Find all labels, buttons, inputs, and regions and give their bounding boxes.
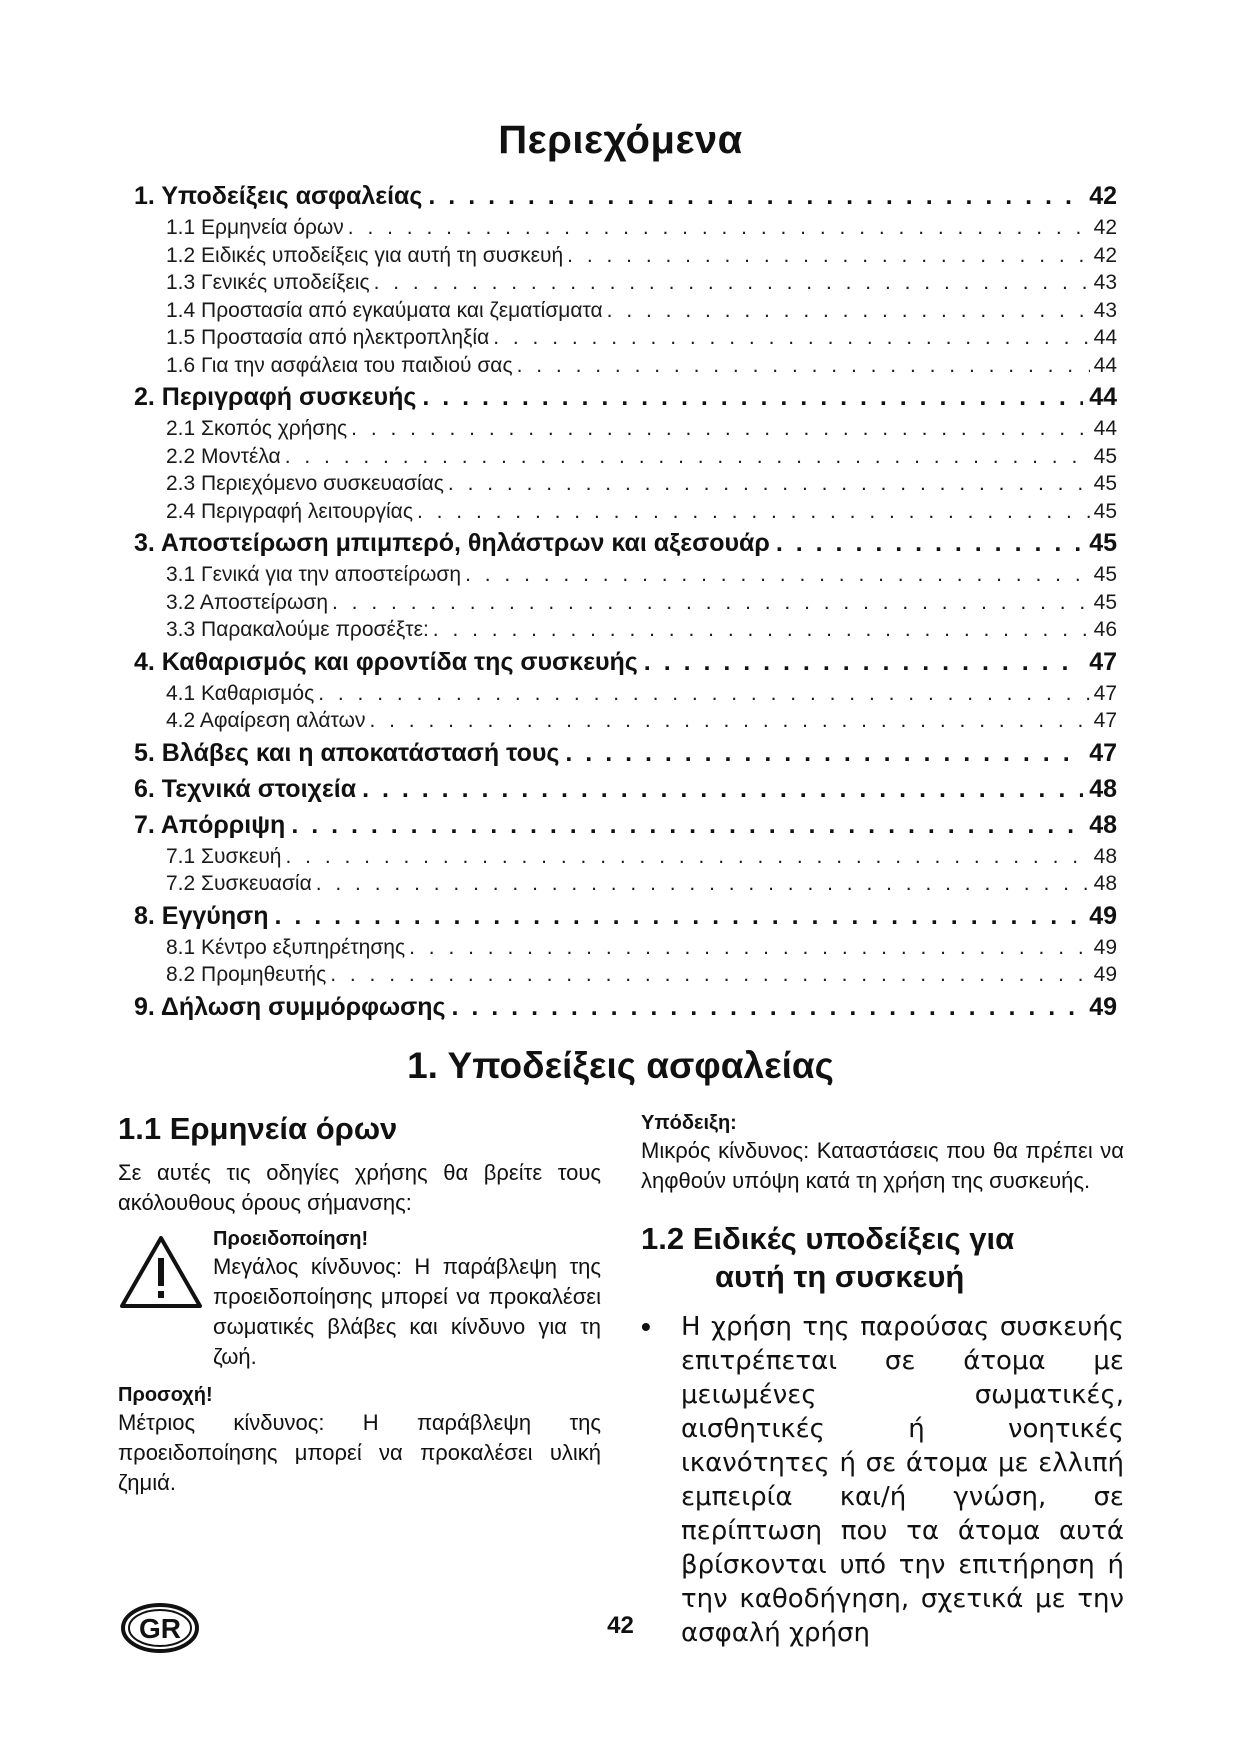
toc-subsection-entry xyxy=(134,961,1117,989)
toc-entry-label: 4.1 Καθαρισμός xyxy=(166,681,315,705)
toc-dot-leader xyxy=(332,589,1090,617)
toc-entry-label: 8.2 Προμηθευτής xyxy=(166,963,327,986)
warning-label: Προειδοποίηση! xyxy=(213,1228,369,1250)
toc-entry-label: 1.5 Προστασία από ηλεκτροπληξία xyxy=(166,326,490,349)
toc-subsection-entry xyxy=(134,870,1117,898)
toc-dot-leader xyxy=(776,525,1083,561)
toc-dot-leader xyxy=(351,415,1089,443)
caution-label: Προσοχή! xyxy=(118,1384,213,1406)
left-column xyxy=(118,1110,601,1498)
toc-entry-label: 1.2 Ειδικές υποδείξεις για αυτή τη συσκευή xyxy=(166,243,564,267)
toc-entry-page: 48 xyxy=(1089,774,1117,803)
toc-dot-leader xyxy=(493,324,1089,352)
warning-triangle-icon xyxy=(118,1234,204,1310)
toc-entry-page: 42 xyxy=(1093,243,1117,267)
toc-entry-page: 47 xyxy=(1093,709,1117,732)
toc-dot-leader xyxy=(318,680,1089,708)
toc-dot-leader xyxy=(422,379,1083,415)
toc-subsection-entry xyxy=(134,470,1117,498)
toc-subsection-entry xyxy=(134,707,1117,735)
subsection-heading-1-2-line1: 1.2 Ειδικές υποδείξεις για xyxy=(641,1221,1015,1256)
section-heading: 1. Υποδείξεις ασφαλείας xyxy=(407,1045,834,1086)
toc-entry-page: 46 xyxy=(1093,618,1117,641)
toc-entry-page: 49 xyxy=(1093,935,1117,959)
toc-entry-label: 1.3 Γενικές υποδείξεις xyxy=(166,271,370,294)
subsection-heading-1-1: 1.1 Ερμηνεία όρων xyxy=(118,1111,398,1146)
toc-entry-page: 47 xyxy=(1089,738,1117,767)
toc-dot-leader xyxy=(417,498,1090,526)
toc-subsection-entry xyxy=(134,561,1117,589)
toc-subsection-entry xyxy=(134,269,1117,297)
toc-entry-page: 44 xyxy=(1093,417,1117,440)
page-number: 42 xyxy=(607,1612,634,1639)
bullet-text: Η χρήση της παρούσας συσκευής επιτρέπεται σε άτομα με μειωμένες σωματικές, αισθητικές ή νοητικές ικανότητες ή σε άτομα με ελλιπή εμπειρία και/ή γνώση, σε περίπτωση που τα άτομα αυτά βρίσκονται υπό την επιτήρηση ή την καθοδήγηση, σχετικά με την ασφαλή χρήση xyxy=(681,1312,1124,1648)
toc-subsection-entry xyxy=(134,443,1117,471)
toc-dot-leader xyxy=(409,934,1090,962)
toc-entry-label: 1.1 Ερμηνεία όρων xyxy=(166,216,344,239)
toc-entry-label: 1. Υποδείξεις ασφαλείας xyxy=(134,182,423,210)
caution-text: Μέτριος κίνδυνος: Η παράβλεψη της προειδοποίησης μπορεί να προκαλέσει υλική ζημιά. xyxy=(118,1410,601,1495)
warning-block xyxy=(118,1226,601,1376)
toc-dot-leader xyxy=(644,644,1083,680)
warning-text-block xyxy=(213,1226,601,1372)
toc-dot-leader xyxy=(285,843,1089,871)
toc-entry-label: 2. Περιγραφή συσκευής xyxy=(134,383,417,411)
toc-entry-label: 8. Εγγύηση xyxy=(134,901,269,930)
toc-entry-label: 2.4 Περιγραφή λειτουργίας xyxy=(166,499,413,523)
toc-entry-page: 43 xyxy=(1093,298,1117,322)
toc-entry-label: 8.1 Κέντρο εξυπηρέτησης xyxy=(166,935,406,959)
toc-entry-label: 1.4 Προστασία από εγκαύματα και ζεματίσματα xyxy=(166,298,603,322)
toc-dot-leader xyxy=(291,807,1083,843)
toc-entry-label: 7.2 Συσκευασία xyxy=(166,872,312,895)
toc-subsection-entry xyxy=(134,324,1117,352)
toc-entry-page: 47 xyxy=(1093,681,1117,705)
toc-section-entry xyxy=(134,735,1117,771)
toc-subsection-entry xyxy=(134,589,1117,617)
toc-subsection-entry xyxy=(134,352,1117,380)
toc-title: Περιεχόμενα xyxy=(498,118,743,162)
toc-dot-leader xyxy=(374,269,1090,297)
toc-entry-label: 7.1 Συσκευή xyxy=(166,844,282,868)
toc-section-entry xyxy=(134,898,1117,934)
toc-entry-page: 45 xyxy=(1093,499,1117,523)
toc-entry-label: 2.1 Σκοπός χρήσης xyxy=(166,417,348,440)
toc-entry-label: 3.3 Παρακαλούμε προσέξτε: xyxy=(166,618,429,641)
toc-entry-page: 49 xyxy=(1093,963,1117,986)
toc-dot-leader xyxy=(517,352,1090,380)
toc-entry-page: 44 xyxy=(1093,353,1117,377)
toc-entry-label: 1.6 Για την ασφάλεια του παιδιού σας xyxy=(166,353,513,377)
toc-entry-page: 42 xyxy=(1093,216,1117,239)
toc-entry-page: 45 xyxy=(1093,444,1117,468)
toc-entry-page: 45 xyxy=(1093,590,1117,614)
toc-entry-page: 44 xyxy=(1089,383,1117,411)
note-label: Υπόδειξη: xyxy=(641,1112,737,1134)
toc-entry-label: 5. Βλάβες και η αποκατάστασή τους xyxy=(134,738,560,767)
toc-entry-page: 49 xyxy=(1089,901,1117,930)
subsection-heading-1-2-line2: αυτή τη συσκευή xyxy=(715,1259,965,1294)
toc-section-entry xyxy=(134,178,1117,214)
table-of-contents xyxy=(134,178,1117,1025)
subsection-heading-1-2 xyxy=(641,1220,1124,1296)
toc-entry-page: 42 xyxy=(1089,182,1117,210)
toc-entry-page: 45 xyxy=(1093,563,1117,586)
toc-dot-leader xyxy=(316,870,1090,898)
toc-dot-leader xyxy=(607,297,1090,325)
toc-subsection-entry xyxy=(134,242,1117,270)
toc-entry-page: 48 xyxy=(1089,810,1117,839)
bullet-item xyxy=(641,1310,1124,1650)
toc-subsection-entry xyxy=(134,843,1117,871)
toc-entry-page: 45 xyxy=(1093,472,1117,495)
toc-entry-label: 3.2 Αποστείρωση xyxy=(166,590,329,614)
bullet-marker: • xyxy=(641,1311,651,1342)
toc-dot-leader xyxy=(428,178,1083,214)
toc-entry-label: 4.2 Αφαίρεση αλάτων xyxy=(166,709,366,732)
toc-subsection-entry xyxy=(134,297,1117,325)
intro-paragraph: Σε αυτές τις οδηγίες χρήσης θα βρείτε τους ακόλουθους όρους σήμανσης: xyxy=(118,1160,601,1215)
toc-entry-label: 2.2 Μοντέλα xyxy=(166,444,281,468)
toc-entry-label: 7. Απόρριψη xyxy=(134,810,286,839)
toc-dot-leader xyxy=(330,961,1089,989)
toc-section-entry xyxy=(134,771,1117,807)
right-column xyxy=(641,1110,1124,1650)
toc-entry-label: 3.1 Γενικά για την αποστείρωση xyxy=(166,563,462,586)
toc-subsection-entry xyxy=(134,498,1117,526)
toc-dot-leader xyxy=(362,771,1083,807)
toc-section-entry xyxy=(134,379,1117,415)
toc-dot-leader xyxy=(369,707,1089,735)
toc-dot-leader xyxy=(448,470,1090,498)
toc-dot-leader xyxy=(452,989,1084,1025)
toc-subsection-entry xyxy=(134,934,1117,962)
toc-entry-page: 48 xyxy=(1093,872,1117,895)
toc-entry-label: 4. Καθαρισμός και φροντίδα της συσκευής xyxy=(134,647,638,676)
toc-dot-leader xyxy=(433,616,1090,644)
toc-dot-leader xyxy=(285,443,1090,471)
toc-entry-page: 44 xyxy=(1093,326,1117,349)
toc-entry-page: 43 xyxy=(1093,271,1117,294)
toc-entry-label: 2.3 Περιεχόμενο συσκευασίας xyxy=(166,472,444,495)
toc-subsection-entry xyxy=(134,680,1117,708)
toc-entry-label: 3. Αποστείρωση μπιμπερό, θηλάστρων και αξεσουάρ xyxy=(134,529,770,557)
toc-dot-leader xyxy=(565,735,1083,771)
warning-text: Μεγάλος κίνδυνος: Η παράβλεψη της προειδοποίησης μπορεί να προκαλέσει σωματικές βλάβες και κίνδυνο για τη ζωή. xyxy=(213,1254,601,1369)
toc-entry-page: 49 xyxy=(1089,992,1117,1021)
toc-dot-leader xyxy=(274,898,1083,934)
toc-subsection-entry xyxy=(134,214,1117,242)
country-badge-text: GR xyxy=(139,1613,181,1644)
toc-dot-leader xyxy=(348,214,1090,242)
toc-section-entry xyxy=(134,525,1117,561)
toc-section-entry xyxy=(134,644,1117,680)
toc-section-entry xyxy=(134,989,1117,1025)
toc-subsection-entry xyxy=(134,415,1117,443)
toc-subsection-entry xyxy=(134,616,1117,644)
toc-dot-leader xyxy=(567,242,1089,270)
toc-entry-page: 45 xyxy=(1089,529,1117,557)
toc-dot-leader xyxy=(465,561,1090,589)
toc-entry-label: 9. Δήλωση συμμόρφωσης xyxy=(134,992,446,1021)
note-text: Μικρός κίνδυνος: Καταστάσεις που θα πρέπει να ληφθούν υπόψη κατά τη χρήση της συσκευής. xyxy=(641,1138,1124,1193)
toc-entry-page: 47 xyxy=(1089,647,1117,676)
toc-entry-label: 6. Τεχνικά στοιχεία xyxy=(134,774,357,803)
toc-entry-page: 48 xyxy=(1093,844,1117,868)
toc-section-entry xyxy=(134,807,1117,843)
